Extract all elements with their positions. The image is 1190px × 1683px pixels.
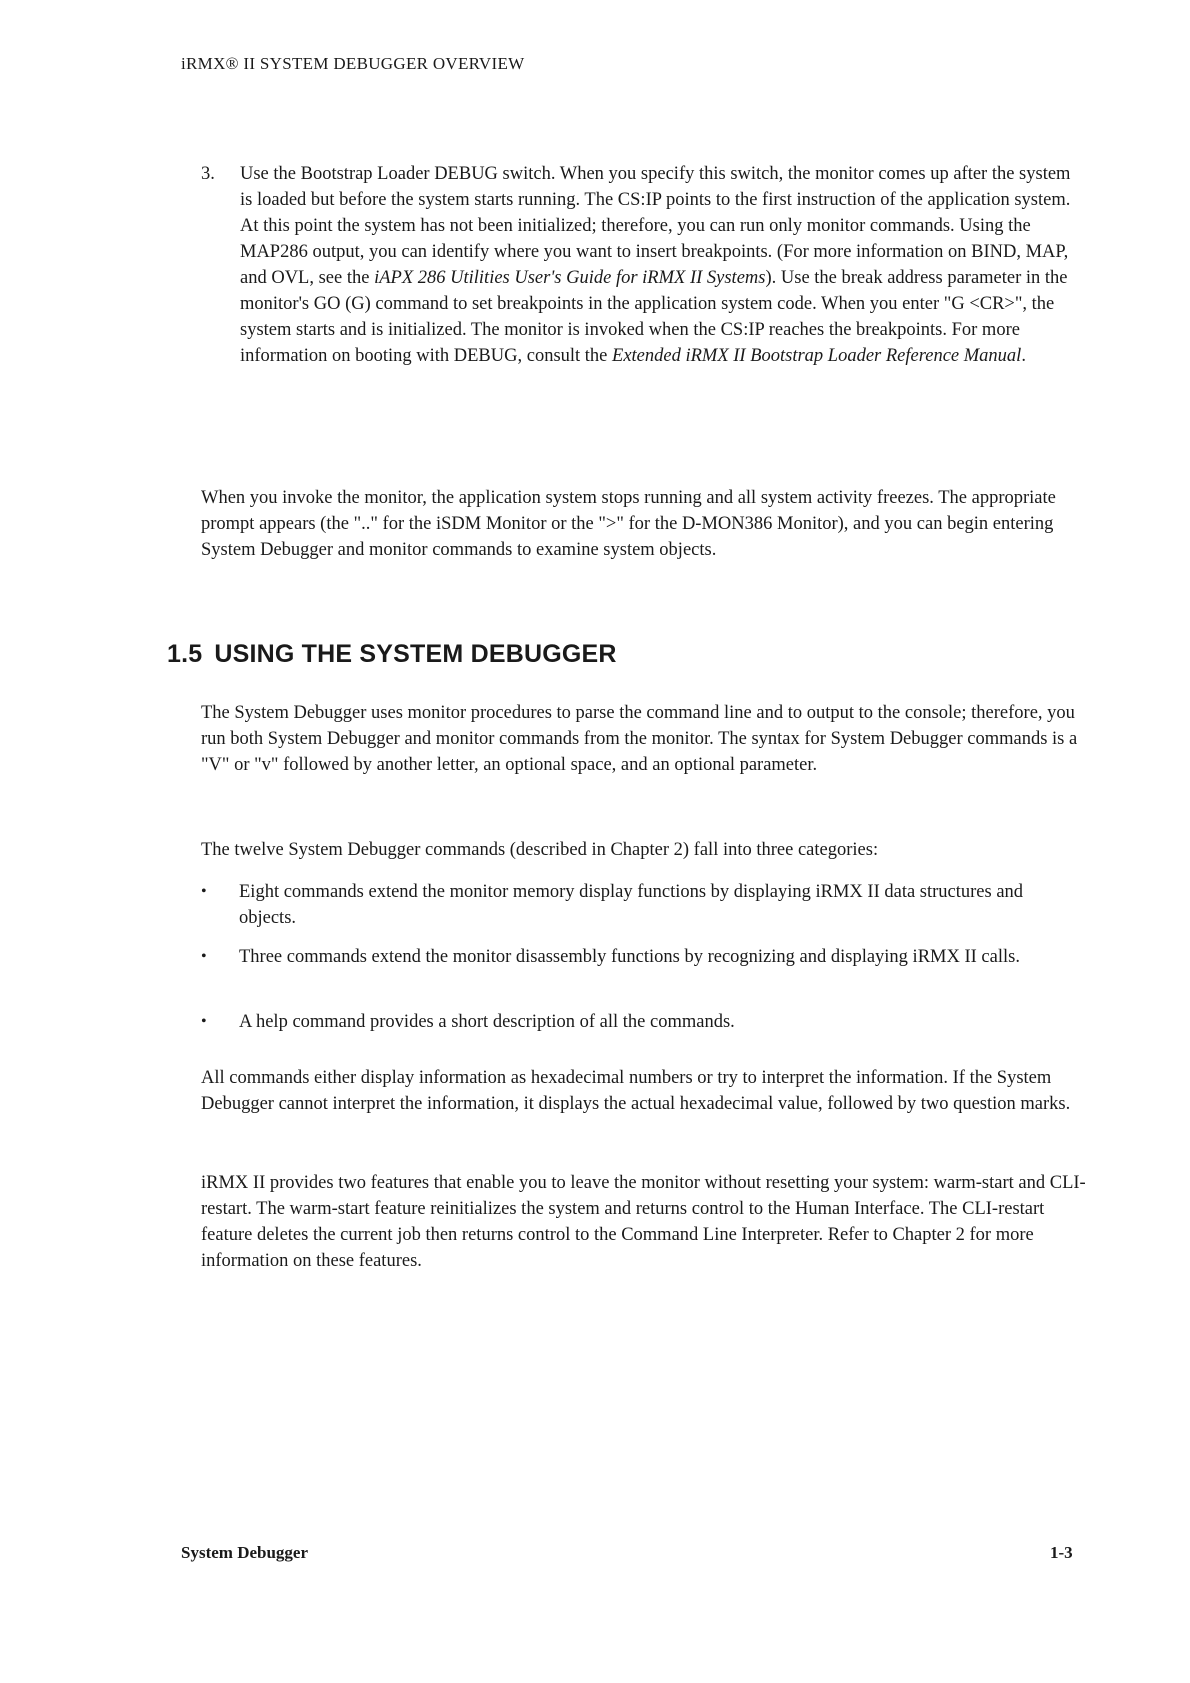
paragraph-twelve-commands: The twelve System Debugger commands (described in Chapter 2) fall into three categories: (201, 840, 879, 860)
numbered-item-3 (201, 161, 1081, 369)
citation-utilities-guide: iAPX 286 Utilities User's Guide for iRMX II Systems (374, 268, 766, 288)
bullet-item: • Eight commands extend the monitor memory display functions by displaying iRMX II data structures and objects. (201, 879, 1081, 931)
footer-title: System Debugger (181, 1543, 309, 1562)
bullet-item: • A help command provides a short description of all the commands. (201, 1009, 1081, 1035)
item-text: Use the Bootstrap Loader DEBUG switch. When you specify this switch, the monitor comes up after the system is loaded but before the system starts running. The CS:IP points to the first instruction of the application system. At this point the system has not been initialized; therefore, you can run only monitor commands. Using the MAP286 output, you can identify where you want to insert breakpoints. (For more information on BIND, MAP, and OVL, see the iAPX 286 Utilities User's Guide for iRMX II Systems). Use the break address parameter in the monitor's GO (G) command to set breakpoints in the application system code. When you enter "G <CR>", the system starts and is initialized. The monitor is invoked when the CS:IP reaches the breakpoints. For more information on booting with DEBUG, consult the Extended iRMX II Bootstrap Loader Reference Manual. (240, 164, 1071, 366)
citation-bootstrap-manual: Extended iRMX II Bootstrap Loader Reference Manual (612, 346, 1022, 366)
section-number: 1.5 (167, 640, 203, 668)
bullet-item: • Three commands extend the monitor disassembly functions by recognizing and displaying iRMX II calls. (201, 944, 1081, 970)
bullet-icon: • (201, 948, 207, 965)
paragraph-irmx-features: iRMX II provides two features that enable you to leave the monitor without resetting your system: warm-start and CLI-restart. The warm-start feature reinitializes the system and returns control to the Human Interface. The CLI-restart feature deletes the current job then returns control to the Command Line Interpreter. Refer to Chapter 2 for more information on these features. (201, 1173, 1086, 1271)
page-number: 1-3 (1050, 1543, 1073, 1562)
paragraph-invoke-monitor: When you invoke the monitor, the application system stops running and all system activity freezes. The appropriate prompt appears (the ".." for the iSDM Monitor or the ">" for the D-MON386 Monitor), and you can begin entering System Debugger and monitor commands to examine system objects. (201, 488, 1056, 560)
running-head: iRMX® II SYSTEM DEBUGGER OVERVIEW (181, 54, 525, 73)
paragraph-all-commands: All commands either display information as hexadecimal numbers or try to interpret the information. If the System Debugger cannot interpret the information, it displays the actual hexadecimal value, followed by two question marks. (201, 1068, 1071, 1114)
bullet-icon: • (201, 1013, 207, 1030)
bullet-icon: • (201, 883, 207, 900)
item-number: 3. (201, 164, 215, 184)
section-title: USING THE SYSTEM DEBUGGER (214, 640, 617, 668)
section-heading (167, 640, 617, 669)
paragraph-debugger-uses: The System Debugger uses monitor procedures to parse the command line and to output to the console; therefore, you run both System Debugger and monitor commands from the monitor. The syntax for System Debugger commands is a "V" or "v" followed by another letter, an optional space, and an optional parameter. (201, 703, 1078, 775)
